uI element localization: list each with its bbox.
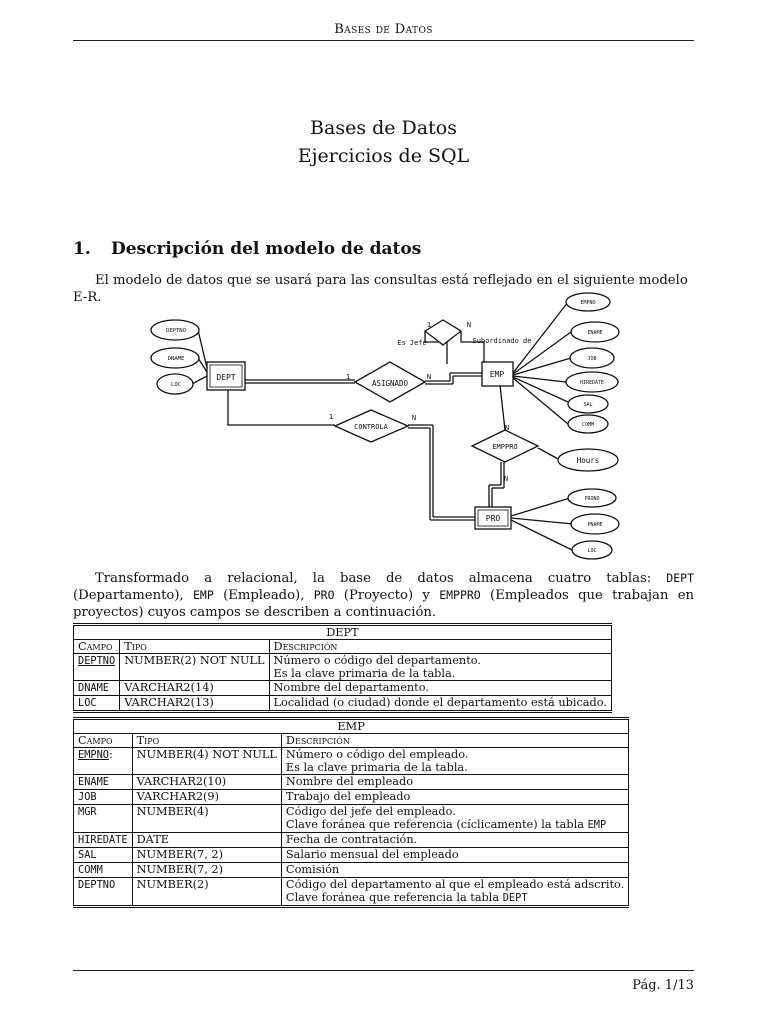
section-heading	[73, 239, 421, 259]
footer-rule	[73, 970, 694, 971]
document-title: Bases de Datos	[310, 117, 457, 139]
emp-row-ename: ENAME VARCHAR2(10) Nombre del empleado	[74, 775, 629, 790]
relation-asignado-label: ASIGNADO	[371, 379, 409, 388]
relation-emppro-label: EMPPRO	[492, 443, 518, 451]
attr-pro-loc-label: LOC	[587, 548, 597, 554]
dept-header-descripcion: Descripción	[269, 640, 611, 654]
emp-row-deptno: DEPTNO NUMBER(2) Código del departamento al que el empleado está adscrito. Clave foránea que referencia la tabla DEPT	[74, 878, 629, 907]
emp-header-tipo: Tipo	[132, 734, 281, 748]
card-emppro-emp: N	[504, 424, 510, 432]
section-number: 1.	[73, 239, 91, 259]
entity-dept-label: DEPT	[216, 373, 236, 382]
dept-header-campo: Campo	[74, 640, 120, 654]
attr-dname-label: DNAME	[167, 356, 185, 362]
emp-header-campo: Campo	[74, 734, 133, 748]
dept-header-tipo: Tipo	[120, 640, 269, 654]
self-label-right: Subordinado de	[472, 337, 532, 345]
self-label-left: Es Jefe	[397, 339, 427, 347]
emp-row-job: JOB VARCHAR2(9) Trabajo del empleado	[74, 790, 629, 805]
card-emppro-pro: N	[503, 475, 509, 483]
emp-header-descripcion: Descripción	[281, 734, 628, 748]
attr-job-label: JOB	[587, 356, 597, 362]
table-name-emp: EMP	[192, 588, 214, 602]
emp-row-hiredate: HIREDATE DATE Fecha de contratación.	[74, 833, 629, 848]
document-subtitle: Ejercicios de SQL	[297, 145, 470, 167]
attr-prono-label: PRONO	[584, 496, 600, 502]
emp-table	[73, 717, 629, 908]
attr-deptno-label: DEPTNO	[166, 328, 186, 334]
emp-row-comm: COMM NUMBER(7, 2) Comisión	[74, 863, 629, 878]
dept-row-loc: LOC VARCHAR2(13) Localidad (o ciudad) donde el departamento está ubicado.	[74, 696, 612, 712]
emp-row-sal: SAL NUMBER(7, 2) Salario mensual del empleado	[74, 848, 629, 863]
intro-paragraph: El modelo de datos que se usará para las consultas está reflejado en el siguiente modelo E-R.	[73, 273, 688, 305]
tables-paragraph: Transformado a relacional, la base de datos almacena cuatro tablas: DEPT (Departamento), EMP (Empleado), PRO (Proyecto) y EMPPRO (Empleados que trabajan en proyectos) cuyos campos se describen a continuación.	[73, 571, 694, 620]
card-self-many: N	[466, 321, 472, 329]
attr-comm-label: COMM	[581, 422, 595, 428]
er-diagram	[140, 290, 630, 565]
attr-empno-label: EMPNO	[580, 300, 596, 306]
header-rule	[73, 40, 694, 41]
card-self-one: 1	[426, 321, 432, 329]
attr-pname-label: PNAME	[587, 522, 603, 528]
table-name-dept: DEPT	[666, 571, 694, 585]
section-title: Descripción del modelo de datos	[111, 239, 422, 259]
attr-hours-label: Hours	[576, 456, 600, 465]
dept-table-caption: DEPT	[74, 625, 612, 640]
running-header: Bases de Datos	[334, 22, 433, 37]
emp-table-caption: EMP	[74, 719, 629, 734]
dept-row-deptno: DEPTNO NUMBER(2) NOT NULL Número o código del departamento. Es la clave primaria de la tabla.	[74, 654, 612, 681]
card-controla-one: 1	[328, 413, 334, 421]
attr-hiredate-label: HIREDATE	[579, 380, 605, 386]
attr-sal-label: SAL	[583, 402, 593, 408]
page-number: Pág. 1/13	[632, 978, 694, 993]
entity-pro-label: PRO	[485, 514, 501, 523]
card-asignado-one: 1	[345, 373, 351, 381]
attr-dept-loc-label: LOC	[171, 382, 181, 388]
table-name-pro: PRO	[313, 588, 335, 602]
table-name-emppro: EMPPRO	[439, 588, 481, 602]
dept-table	[73, 623, 612, 713]
card-asignado-many: N	[426, 373, 432, 381]
entity-emp-label: EMP	[489, 370, 505, 379]
attr-ename-label: ENAME	[587, 330, 603, 336]
emp-row-empno: EMPNO: NUMBER(4) NOT NULL Número o código del empleado. Es la clave primaria de la tabla.	[74, 748, 629, 775]
emp-row-mgr: MGR NUMBER(4) Código del jefe del empleado. Clave foránea que referencia (cíclicamente) la tabla EMP	[74, 805, 629, 833]
dept-row-dname: DNAME VARCHAR2(14) Nombre del departamento.	[74, 681, 612, 696]
relation-controla-label: CONTROLA	[354, 423, 388, 431]
card-controla-many: N	[411, 414, 417, 422]
